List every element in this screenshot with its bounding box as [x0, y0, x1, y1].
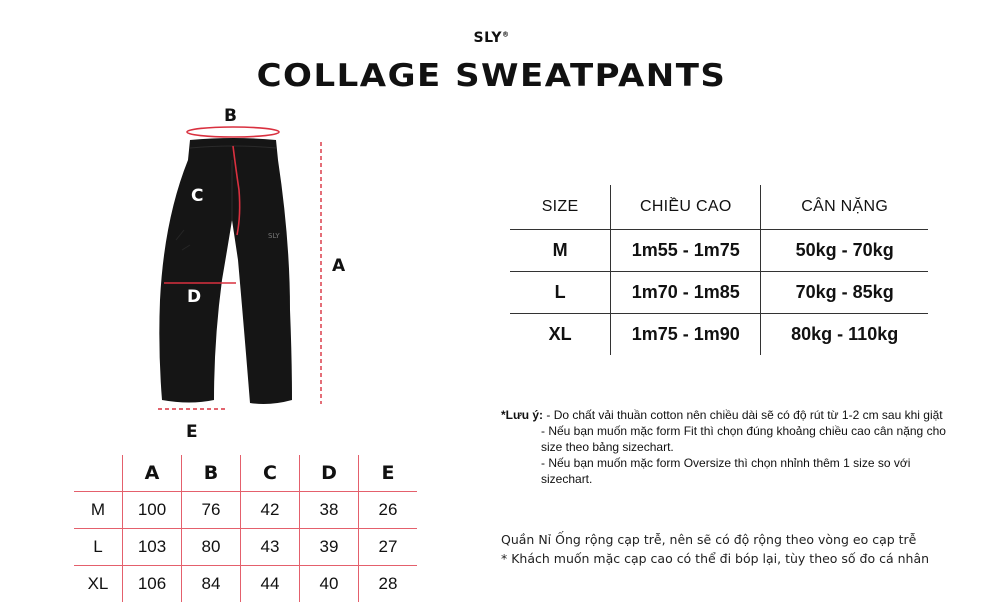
- row-size: XL: [74, 566, 123, 602]
- header-c: C: [241, 455, 300, 492]
- note-text-1: - Do chất vải thuần cotton nên chiều dài sẽ có độ rút từ 1-2 cm sau khi giặt: [543, 408, 943, 422]
- note-line-3: - Nếu bạn muốn mặc form Oversize thì chọn nhỉnh thêm 1 size so với sizechart.: [541, 456, 911, 486]
- row-size: L: [74, 529, 123, 566]
- value-c: 43: [241, 529, 300, 566]
- header-a: A: [123, 455, 182, 492]
- size-cell: L: [510, 272, 611, 314]
- size-table: [510, 185, 930, 355]
- product-title: COLLAGE SWEATPANTS: [256, 57, 727, 95]
- weight-cell: 50kg - 70kg: [761, 230, 928, 272]
- label-a: A: [332, 256, 346, 276]
- brand-logo: [0, 30, 983, 46]
- care-note: [501, 407, 946, 487]
- value-a: 100: [123, 492, 182, 529]
- value-a: 106: [123, 566, 182, 602]
- height-cell: 1m70 - 1m85: [611, 272, 761, 314]
- header-height: CHIỀU CAO: [611, 185, 761, 230]
- weight-cell: 70kg - 85kg: [761, 272, 928, 314]
- brand-name: SLY: [473, 30, 502, 46]
- value-c: 44: [241, 566, 300, 602]
- height-cell: 1m55 - 1m75: [611, 230, 761, 272]
- value-b: 76: [182, 492, 241, 529]
- value-e: 28: [359, 566, 418, 602]
- value-b: 80: [182, 529, 241, 566]
- value-e: 26: [359, 492, 418, 529]
- size-table-header: [510, 185, 928, 230]
- value-d: 40: [300, 566, 359, 602]
- header-e: E: [359, 455, 418, 492]
- value-a: 103: [123, 529, 182, 566]
- note-lead: *Lưu ý:: [501, 408, 544, 422]
- pants-garment: [159, 138, 292, 404]
- size-cell: M: [510, 230, 611, 272]
- table-row: [510, 272, 928, 314]
- row-size: M: [74, 492, 123, 529]
- table-row: [510, 314, 928, 356]
- footer-line-1: Quần Nỉ Ống rộng cạp trễ, nên sẽ có độ rộng theo vòng eo cạp trễ: [501, 532, 917, 547]
- table-row: [510, 230, 928, 272]
- header-weight: CÂN NẶNG: [761, 185, 928, 230]
- note-line-1: [501, 407, 946, 423]
- measurement-table: [74, 455, 417, 602]
- table-row: [74, 529, 417, 566]
- label-b: B: [224, 106, 237, 126]
- size-cell: XL: [548, 324, 572, 344]
- waist-measure-ellipse: [187, 127, 279, 137]
- label-d: D: [187, 287, 202, 307]
- value-d: 39: [300, 529, 359, 566]
- value-d: 38: [300, 492, 359, 529]
- footer-note: [501, 530, 946, 568]
- weight-cell: 80kg - 110kg: [761, 314, 928, 356]
- corner-cell: [74, 455, 123, 492]
- garment-logo: SLY: [268, 232, 280, 240]
- label-c: C: [191, 186, 204, 206]
- note-line-2: - Nếu bạn muốn mặc form Fit thì chọn đúng khoảng chiều cao cân nặng cho size theo bảng sizechart.: [541, 424, 946, 454]
- value-b: 84: [182, 566, 241, 602]
- value-c: 42: [241, 492, 300, 529]
- table-row: [74, 566, 417, 602]
- measurement-header-row: [74, 455, 417, 492]
- height-cell: 1m75 - 1m90: [611, 314, 761, 356]
- table-row: [74, 492, 417, 529]
- header-d: D: [300, 455, 359, 492]
- footer-line-2: * Khách muốn mặc cạp cao có thể đi bóp lại, tùy theo số đo cá nhân: [501, 551, 930, 566]
- brand-mark: ®: [501, 30, 510, 39]
- header-size: SIZE: [510, 185, 611, 230]
- label-e: E: [186, 422, 198, 442]
- value-e: 27: [359, 529, 418, 566]
- header-b: B: [182, 455, 241, 492]
